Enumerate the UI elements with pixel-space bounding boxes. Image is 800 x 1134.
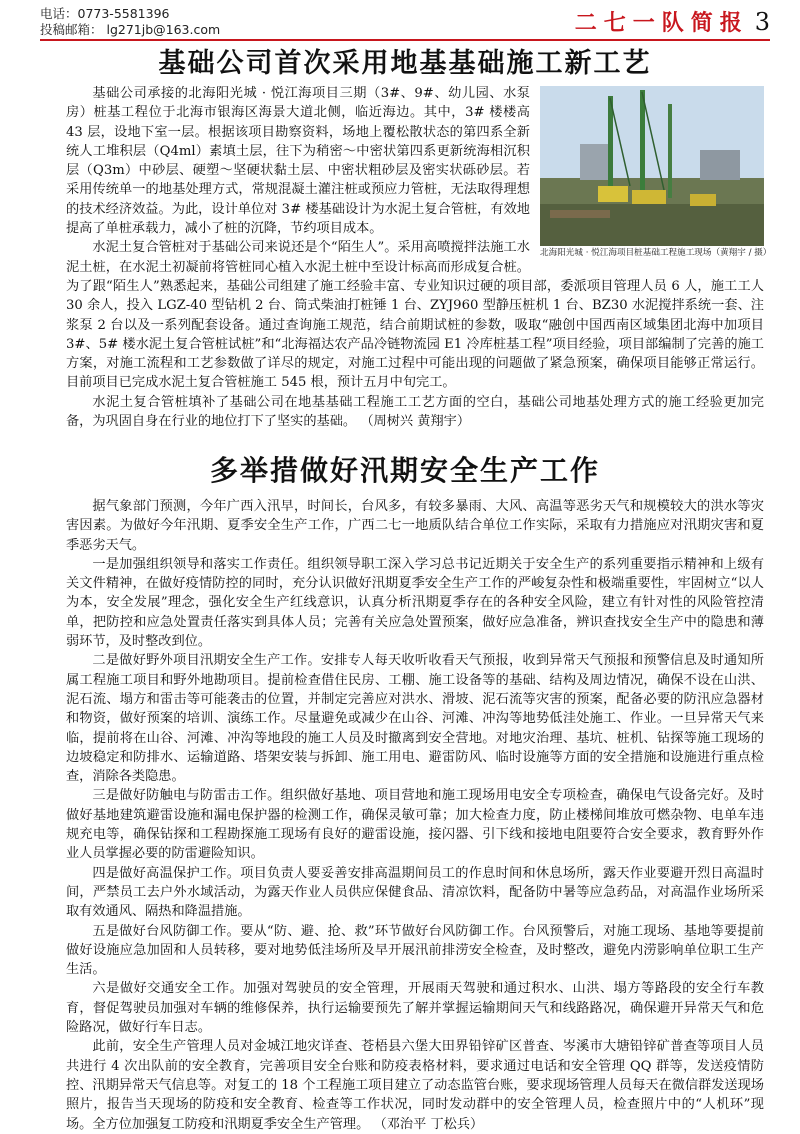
article-1-paragraph: 水泥土复合管桩对于基础公司来说还是个“陌生人”。采用高喷搅拌法施工水泥土桩，在水泥土初凝前将管桩同心植入水泥土桩中至设计标高而形成复合桩。为了跟“陌生人”熟悉起来，基础公司组建了施工经验丰富、专业知识过硬的项目部，委派项目管理人员 6 人，施工工人 30 余人，投入 LGZ-40 型钻机 2 台、筒式柴油打桩锤 1 台、ZYJ960 型静压桩机 1 台、BZ30 水泥搅拌系统一套、注浆泵 2 台以及一系列配套设备。通过查询施工规范，结合前期试桩的参数，吸取“融创中国西南区域集团北海中加项目 3#、5# 楼水泥土复合管桩试桩”和“北海福达农产品冷链物流园 E1 冷库桩基工程”项目经验，项目部编制了完善的施工方案，对施工流程和工艺参数做了详尽的规定，对施工过程中可能出现的问题做了紧急预案，确保项目能够正常运行。目前项目已完成水泥土复合管桩施工 545 根，预计五月中旬完工。 bbox=[66, 240, 764, 391]
article-1-paragraph: 基础公司承接的北海阳光城 · 悦江海项目三期（3#、9#、幼儿园、水泵房）桩基工程位于北海市银海区海景大道北侧，临近海边。其中，3# 楼楼高 43 层，设地下室一层。根据该项目勘察资料，场地上覆松散状态的第四系全新统人工堆积层（Q4ml）素填土层，往下为稍密～中密状第四系更新统海相沉积层（Q3m）中砂层、硬塑～坚硬状黏土层、中密状粗砂层及密实状砾砂层。若采用传统单一的地基处理方式，常规混凝土灌注桩或预应力管桩，无法取得理想的技术经济效益。为此，设计单位对 3# 楼基础设计为水泥土复合管桩，有效地提高了单桩承载力，减小了桩的沉降，节约项目成本。 bbox=[66, 86, 530, 237]
article-2-paragraph: 据气象部门预测，今年广西入汛早，时间长，台风多，有较多暴雨、大风、高温等恶劣天气和规模较大的洪水等灾害因素。为做好今年汛期、夏季安全生产工作，广西二七一地质队结合单位工作实际，采取有力措施应对汛期灾害和夏季恶劣天气。 bbox=[66, 499, 764, 553]
article-2-paragraph: 六是做好交通安全工作。加强对驾驶员的安全管理，开展雨天驾驶和通过积水、山洪、塌方等路段的安全行车教育，督促驾驶员加强对车辆的维修保养，执行运输要预先了解并掌握运输期间天气和线路路况，确保避开异常天气和危险路况，做好行车日志。 bbox=[66, 981, 764, 1036]
article-2-paragraph: 四是做好高温保护工作。项目负责人要妥善安排高温期间员工的作息时间和休息场所，露天作业要避开烈日高温时间，严禁员工去户外水域活动，为露天作业人员供应保健食品、清凉饮料，配备防中暑等应急药品，对高温作业场所采取有效通风、隔热和降温措施。 bbox=[66, 865, 764, 920]
construction-site-photo bbox=[540, 86, 764, 246]
article-2-paragraph: 三是做好防触电与防雷击工作。组织做好基地、项目营地和施工现场用电安全专项检查，确保电气设备完好。及时做好基地建筑避雷设施和漏电保护器的检测工作，确保灵敏可靠；加大检查力度，防止楼梯间堆放可燃杂物、电单车违规充电等，确保钻探和工程勘探施工现场有良好的避雷设施，接闪器、引下线和接地电阻要符合安全要求，教育野外作业人员掌握必要的防雷避险知识。 bbox=[66, 788, 764, 862]
newsletter-name: 二七一队简报 bbox=[574, 11, 749, 36]
article-2-title: 多举措做好汛期安全生产工作 bbox=[209, 454, 600, 487]
article-1-photo-figure bbox=[540, 86, 772, 264]
photo-caption: 北海阳光城 · 悦江海项目桩基础工程施工现场（黄翔宇 / 摄） bbox=[540, 248, 772, 258]
article-2-paragraph: 二是做好野外项目汛期安全生产工作。安排专人每天收听收看天气预报，收到异常天气预报和预警信息及时通知所属工程施工项目和野外地勘项目。提前检查借住民房、工棚、施工设备等的基础、结构及周边情况，确保不设在山洪、泥石流、塌方和雷击等可能袭击的位置，并制定完善应对洪水、滑坡、泥石流等灾害的预案，配备必要的防汛应急器材和物资，做好预案的培训、演练工作。尽量避免或减少在山谷、河滩、冲沟等地势低洼处施工、作业。一旦异常天气来临，提前将在山谷、河滩、冲沟等地段的施工人员及时撤离到安全营地。对地灾治理、基坑、桩机、钻探等施工现场的边坡稳定和防排水、运输道路、塔架安装与拆卸、施工用电、避雷防风、临时设施等方面的安全措施和设施进行重点检查，消除各类隐患。 bbox=[66, 653, 764, 785]
page-header bbox=[40, 6, 770, 40]
header-divider bbox=[40, 39, 770, 41]
article-2-paragraph: 五是做好台风防御工作。要从“防、避、抢、救”环节做好台风防御工作。台风预警后，对施工现场、基地等要提前做好设施应急加固和人员转移，要对地势低洼场所及早开展汛前排涝安全检查，及时整改，避免内涝影响单位职工生产生活。 bbox=[66, 923, 764, 978]
article-2-body bbox=[66, 497, 764, 1134]
page-number: 3 bbox=[754, 8, 770, 36]
article-2-paragraph: 一是加强组织领导和落实工作责任。组织领导职工深入学习总书记近期关于安全生产的系列重要指示精神和上级有关文件精神，在做好疫情防控的同时，充分认识做好汛期夏季安全生产工作的严峻复杂性和极端重要性，牢固树立“以人为本，安全发展”理念，强化安全生产红线意识，认真分析汛期夏季存在的各种安全风险，建立有针对性的风险管控清单，把防控和应急处置责任落实到具体人员；完善有关应急处置预案，做好应急准备，辨识查找安全生产中的隐患和薄弱环节，及时整改到位。 bbox=[66, 556, 764, 650]
article-1-title: 基础公司首次采用地基基础施工新工艺 bbox=[158, 48, 652, 79]
masthead bbox=[575, 6, 770, 37]
article-1-paragraph: 水泥土复合管桩填补了基础公司在地基基础工程施工工艺方面的空白，基础公司地基处理方式的施工经验更加完备，为巩固自身在行业的地位打下了坚实的基础。 （周树兴 黄翔宇） bbox=[66, 394, 764, 430]
phone-line: 电话：0773-5581396 bbox=[40, 6, 170, 21]
contact-info bbox=[40, 6, 220, 38]
article-1-body bbox=[66, 84, 772, 431]
email-line: 投稿邮箱： lg271jb@163.com bbox=[40, 22, 221, 37]
article-2-paragraph: 此前，安全生产管理人员对金城江地灾详查、苍梧县六堡大田界铅锌矿区普查、岑溪市大塘铅锌矿普查等项目人员共进行 4 次出队前的安全教育，完善项目安全台账和防疫表格材料，要求通过电话和安全管理 QQ 群等，发送疫情防控、汛期异常天气信息等。对复工的 18 个工程施工项目建立了动态监管台账，要求现场管理人员每天在微信群发送现场照片，报告当天现场的防疫和安全教育、检查等工作状况，同时发动群中的安全管理人员，检查照片中的“人机环”现场。全方位加强复工防疫和汛期夏季安全生产管理。 （邓治平 丁松兵） bbox=[66, 1039, 764, 1132]
